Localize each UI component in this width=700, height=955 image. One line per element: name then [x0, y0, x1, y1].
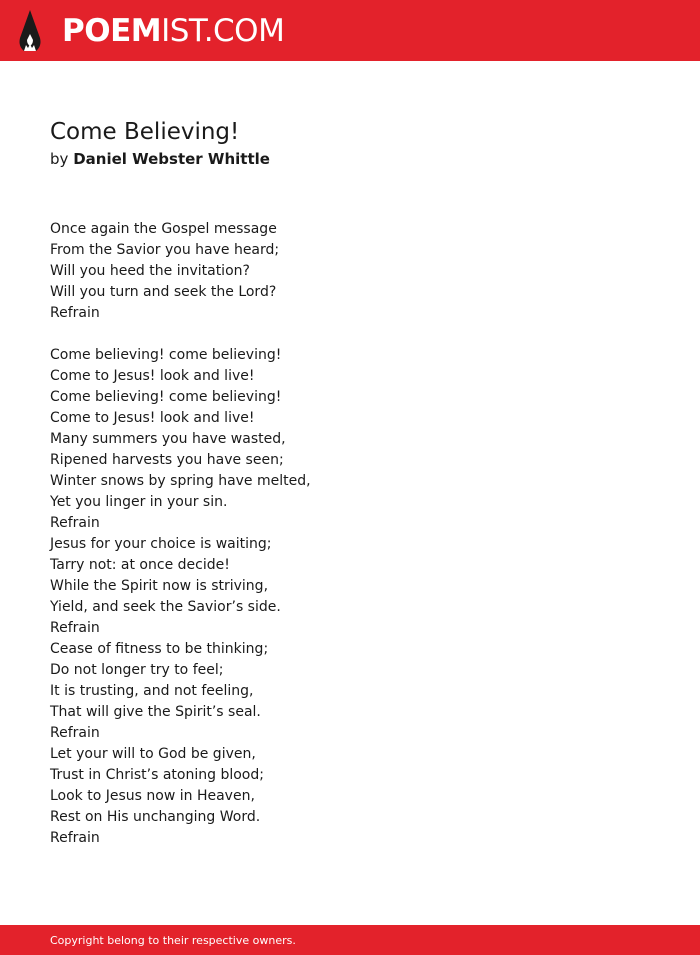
poem-line: Come to Jesus! look and live! [50, 410, 255, 426]
poem-line: Look to Jesus now in Heaven, [50, 788, 255, 804]
site-header [0, 0, 700, 61]
poem-line: Refrain [50, 620, 100, 636]
poem-line: Yield, and seek the Savior’s side. [50, 599, 281, 615]
pen-nib-icon [18, 10, 42, 51]
poem-line: Refrain [50, 305, 100, 321]
poem-line: Many summers you have wasted, [50, 431, 286, 447]
poem-line: Trust in Christ’s atoning blood; [50, 767, 264, 783]
poem-line: Come to Jesus! look and live! [50, 368, 255, 384]
poem-line: Tarry not: at once decide! [50, 557, 230, 573]
poem-line: That will give the Spirit’s seal. [50, 704, 261, 720]
poem-line: Refrain [50, 725, 100, 741]
poem-line: While the Spirit now is striving, [50, 578, 269, 594]
poem-line [50, 324, 670, 345]
poem-line: It is trusting, and not feeling, [50, 683, 254, 699]
poem-line: Ripened harvests you have seen; [50, 452, 284, 468]
poem-line: Refrain [50, 515, 100, 531]
poem-line: Will you turn and seek the Lord? [50, 284, 277, 300]
site-footer [0, 925, 700, 955]
poem-line: Will you heed the invitation? [50, 263, 250, 279]
poem-line: Yet you linger in your sin. [50, 494, 228, 510]
poem-author: Daniel Webster Whittle [73, 150, 270, 168]
poem-line: Let your will to God be given, [50, 746, 256, 762]
poem-line: Once again the Gospel message [50, 221, 277, 237]
poem-line: Jesus for your choice is waiting; [50, 536, 272, 552]
poem-line: Refrain [50, 830, 100, 846]
brand-light-text: IST.COM [161, 13, 285, 49]
copyright-text: Copyright belong to their respective owners. [50, 934, 296, 947]
brand-bold-text: POEM [62, 13, 162, 49]
poem-line: Do not longer try to feel; [50, 662, 224, 678]
poem-title: Come Believing! [50, 119, 240, 145]
poem-line: From the Savior you have heard; [50, 242, 280, 258]
site-logo-link[interactable] [62, 11, 284, 51]
poem-line: Rest on His unchanging Word. [50, 809, 261, 825]
poem-line: Come believing! come believing! [50, 347, 282, 363]
poem-line: Winter snows by spring have melted, [50, 473, 311, 489]
poem-line: Come believing! come believing! [50, 389, 282, 405]
poem-body [50, 219, 670, 849]
poem-line: Cease of fitness to be thinking; [50, 641, 269, 657]
byline-prefix: by [50, 150, 69, 168]
poem-byline [50, 148, 270, 170]
